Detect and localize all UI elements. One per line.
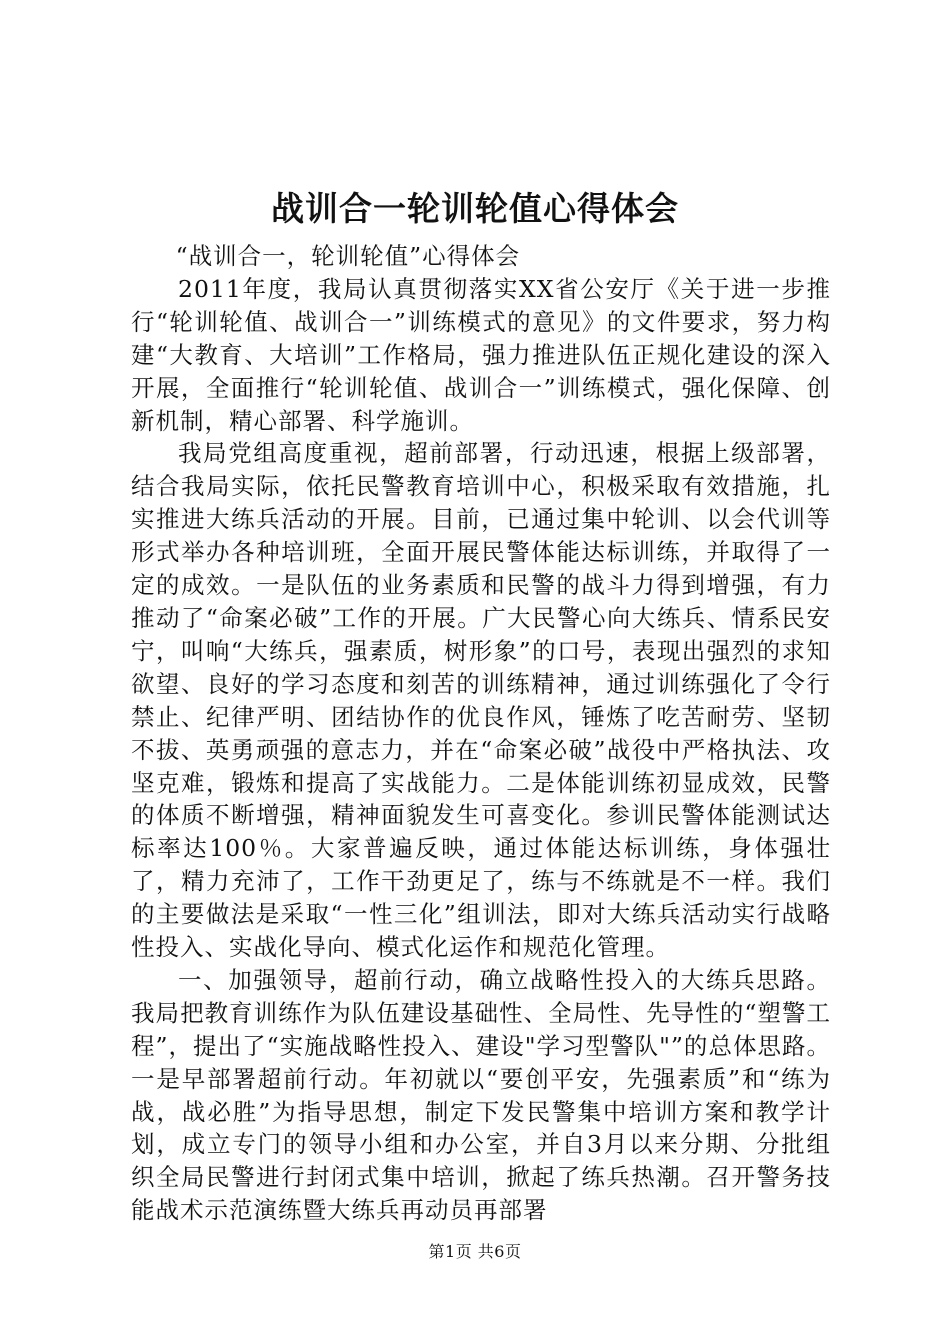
document-title: 战训合一轮训轮值心得体会 [271,189,679,228]
document-body [131,240,831,1227]
paragraph-1: 2011年度，我局认真贯彻落实XX省公安厅《关于进一步推行“轮训轮值、战训合一”训练模式的意见》的文件要求，努力构建“大教育、大培训”工作格局，强力推进队伍正规化建设的深入开展，全面推行“轮训轮值、战训合一”训练模式，强化保障、创新机制，精心部署、科学施训。 [131,274,831,435]
paragraph-3: 一、加强领导，超前行动，确立战略性投入的大练兵思路。我局把教育训练作为队伍建设基础性、全局性、先导性的“塑警工程”，提出了“实施战略性投入、建设"学习型警队"”的总体思路。一是早部署超前行动。年初就以“要创平安，先强素质”和“练为战，战必胜”为指导思想，制定下发民警集中培训方案和教学计划，成立专门的领导小组和办公室，并自3月以来分期、分批组织全局民警进行封闭式集中培训，掀起了练兵热潮。召开警务技能战术示范演练暨大练兵再动员再部署 [131,965,831,1225]
paragraph-2: 我局党组高度重视，超前部署，行动迅速，根据上级部署，结合我局实际，依托民警教育培训中心，积极采取有效措施，扎实推进大练兵活动的开展。目前，已通过集中轮训、以会代训等形式举办各种培训班，全面开展民警体能达标训练，并取得了一定的成效。一是队伍的业务素质和民警的战斗力得到增强，有力推动了“命案必破”工作的开展。广大民警心向大练兵、情系民安宁，叫响“大练兵，强素质，树形象”的口号，表现出强烈的求知欲望、良好的学习态度和刻苦的训练精神，通过训练强化了令行禁止、纪律严明、团结协作的优良作风，锤炼了吃苦耐劳、坚韧不拔、英勇顽强的意志力，并在“命案必破”战役中严格执法、攻坚克难，锻炼和提高了实战能力。二是体能训练初显成效，民警的体质不断增强，精神面貌发生可喜变化。参训民警体能测试达标率达100％。大家普遍反映，通过体能达标训练，身体强壮了，精力充沛了，工作干劲更足了，练与不练就是不一样。我们的主要做法是采取“一性三化”组训法，即对大练兵活动实行战略性投入、实战化导向、模式化运作和规范化管理。 [131,439,831,962]
document-subtitle: “战训合一，轮训轮值”心得体会 [175,242,521,270]
page-number-footer: 第1页 共6页 [428,1242,522,1261]
